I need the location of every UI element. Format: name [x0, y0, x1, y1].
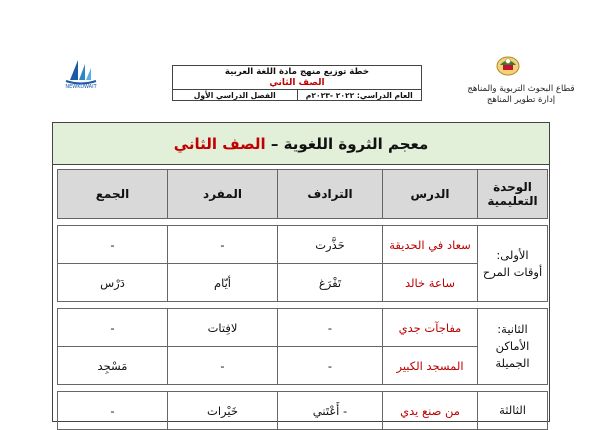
plan-meta — [173, 89, 421, 101]
singular-cell: لافِتات — [168, 309, 278, 347]
plural-cell: دَرْس — [58, 264, 168, 302]
synonym-cell: - أَعْتَني — [278, 392, 383, 430]
synonym-cell: - — [278, 347, 383, 385]
lesson-cell: سعاد في الحديقة — [383, 226, 478, 264]
unit-cell: الثالثة — [478, 392, 548, 430]
sector-label — [456, 84, 586, 106]
new-kuwait-caption: NEWKUWAIT — [65, 84, 97, 90]
spacer-row — [58, 219, 548, 226]
table-row — [58, 347, 548, 385]
header-row — [58, 170, 548, 219]
header-synonym: الترادف — [278, 170, 383, 219]
singular-cell: خَيْرات — [168, 392, 278, 430]
plan-info-box — [172, 65, 422, 101]
header-singular: المفرد — [168, 170, 278, 219]
singular-cell: - — [168, 347, 278, 385]
lesson-cell: مفاجآت جدي — [383, 309, 478, 347]
plan-grade: الصف الثاني — [269, 78, 325, 88]
table-row — [58, 264, 548, 302]
header-plural: الجمع — [58, 170, 168, 219]
plural-cell: - — [58, 226, 168, 264]
lesson-cell: ساعة خالد — [383, 264, 478, 302]
lexicon-table — [57, 169, 548, 430]
spacer-cell — [58, 302, 548, 309]
synonym-cell: تَفْرَغ — [278, 264, 383, 302]
synonym-cell: حَذَّرت — [278, 226, 383, 264]
unit-cell: الثانية: الأماكن الجميلة — [478, 309, 548, 385]
academic-year: العام الدراسي: ٢٠٢٢ -٢٠٢٣م — [305, 91, 413, 100]
synonym-cell: - — [278, 309, 383, 347]
sector-line-2: إدارة تطوير المناهج — [486, 95, 556, 105]
table-title — [53, 123, 549, 165]
header-lesson: الدرس — [383, 170, 478, 219]
table-row — [58, 226, 548, 264]
plural-cell: - — [58, 392, 168, 430]
semester: الفصل الدراسي الأول — [173, 90, 298, 101]
table-row — [58, 309, 548, 347]
spacer-row — [58, 385, 548, 392]
table-row — [58, 392, 548, 430]
spacer-cell — [58, 219, 548, 226]
lesson-cell: من صنع يدي — [383, 392, 478, 430]
lesson-cell: المسجد الكبير — [383, 347, 478, 385]
new-kuwait-logo-icon — [64, 56, 98, 86]
table-title-grade: الصف الثاني — [173, 135, 266, 153]
plural-cell: مَسْجِد — [58, 347, 168, 385]
unit-cell: الأولى: أوقات المرح — [478, 226, 548, 302]
spacer-row — [58, 302, 548, 309]
plural-cell: - — [58, 309, 168, 347]
singular-cell: - — [168, 226, 278, 264]
sector-line-1: قطاع البحوث التربوية والمناهج — [467, 84, 575, 94]
table-title-prefix: معجم الثروة اللغوية – — [270, 135, 429, 153]
plan-title: خطة توزيع منهج مادة اللغة العربية — [224, 67, 370, 77]
header-unit: الوحدة التعليمية — [478, 170, 548, 219]
lexicon-frame — [52, 122, 550, 422]
ministry-emblem-icon — [496, 54, 520, 76]
singular-cell: أيّام — [168, 264, 278, 302]
spacer-cell — [58, 385, 548, 392]
